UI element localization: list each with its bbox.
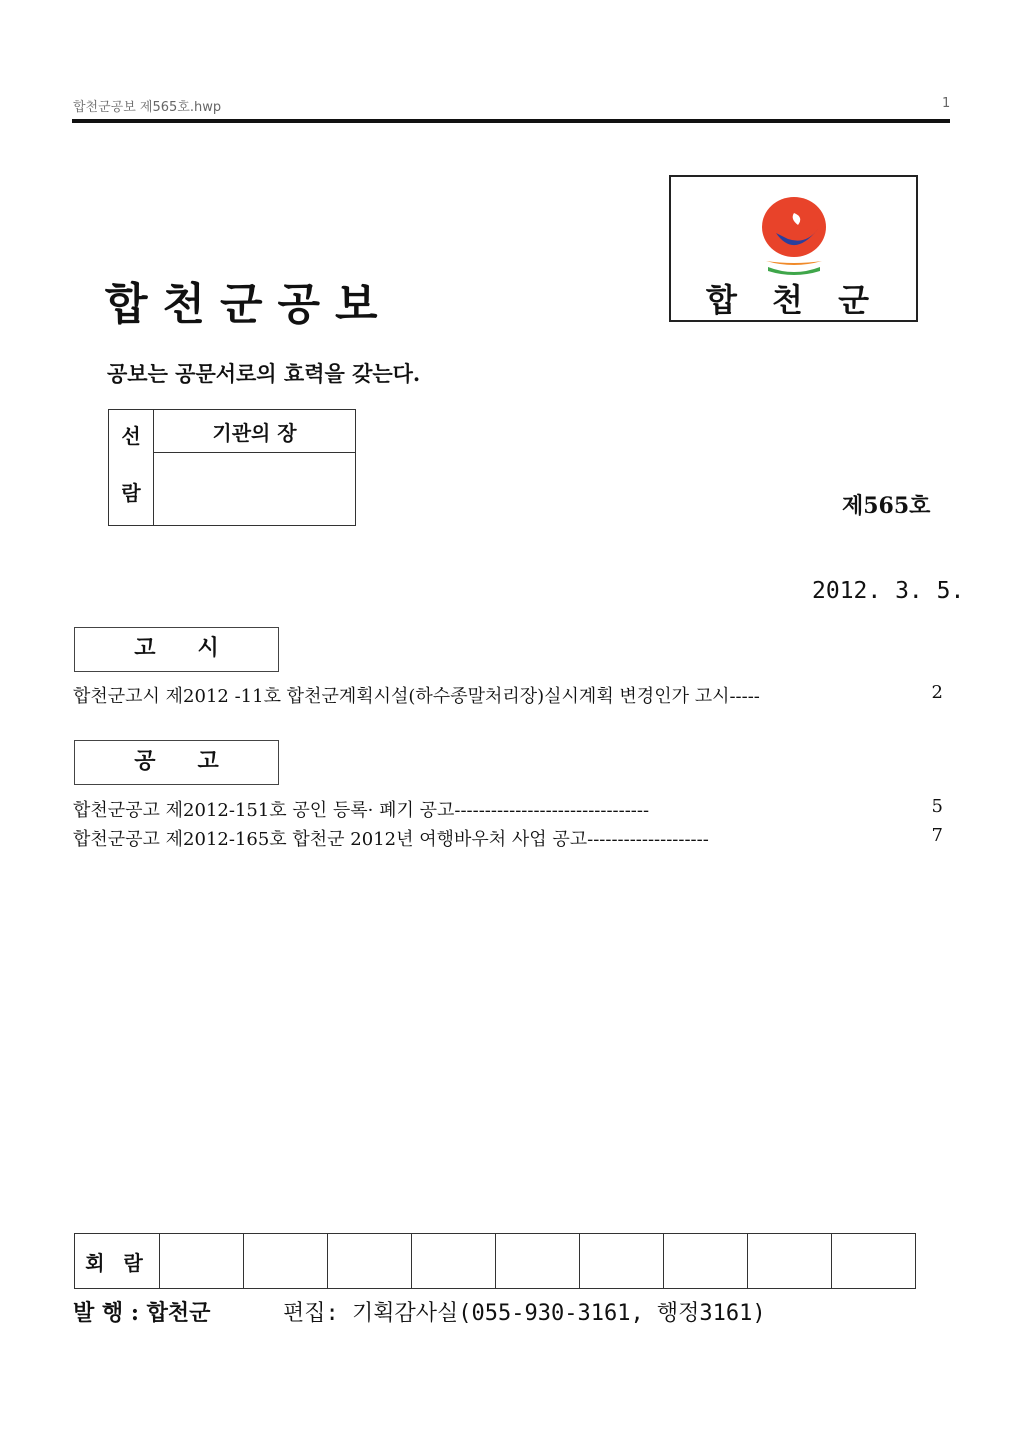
circulation-cell	[832, 1234, 916, 1289]
circulation-cell	[412, 1234, 496, 1289]
footer-publisher: 발 행 : 합천군	[73, 1300, 211, 1326]
review-label-top: 선	[121, 424, 141, 448]
bulletin-subtitle: 공보는 공문서로의 효력을 갖는다.	[107, 361, 421, 386]
toc-item-page: 7	[931, 825, 943, 846]
review-signature-cell	[154, 453, 356, 526]
toc-item[interactable]	[73, 682, 943, 708]
issue-number: 제565호	[842, 493, 931, 519]
circulation-cell	[580, 1234, 664, 1289]
logo-text: 합 천 군	[705, 281, 882, 319]
review-box	[108, 409, 356, 526]
review-vertical-label	[109, 410, 154, 526]
circulation-cell	[496, 1234, 580, 1289]
review-label-bottom: 람	[121, 481, 141, 505]
toc-item[interactable]	[73, 796, 943, 822]
bulletin-title: 합천군공보	[105, 279, 393, 330]
circulation-label: 회 람	[75, 1234, 160, 1289]
county-logo	[669, 175, 918, 322]
issue-date: 2012. 3. 5.	[812, 578, 965, 604]
circulation-cell	[748, 1234, 832, 1289]
footer-editor: 편집: 기획감사실(055-930-3161, 행정3161)	[283, 1301, 766, 1326]
toc-item-text: 합천군고시 제2012 -11호 합천군계획시설(하수종말처리장)실시계획 변경인가 고시-----	[73, 686, 760, 707]
section-heading-notice: 고시	[74, 627, 279, 672]
toc-item-text: 합천군공고 제2012-165호 합천군 2012년 여행바우처 사업 공고--------------------	[73, 829, 709, 850]
circulation-table	[74, 1233, 916, 1289]
header-filename: 합천군공보 제565호.hwp	[73, 100, 222, 115]
circulation-cell	[328, 1234, 412, 1289]
section-heading-announcement: 공고	[74, 740, 279, 785]
toc-item-text: 합천군공고 제2012-151호 공인 등록· 폐기 공고--------------------------------	[73, 800, 650, 821]
toc-item[interactable]	[73, 825, 943, 851]
hapcheon-county-emblem-icon	[754, 189, 834, 279]
header-page-number: 1	[942, 96, 951, 111]
circulation-cell	[664, 1234, 748, 1289]
toc-item-page: 2	[931, 682, 943, 703]
review-head-label: 기관의 장	[154, 410, 356, 453]
header-rule	[72, 119, 950, 123]
toc-item-page: 5	[931, 796, 943, 817]
circulation-cell	[244, 1234, 328, 1289]
circulation-cell	[160, 1234, 244, 1289]
